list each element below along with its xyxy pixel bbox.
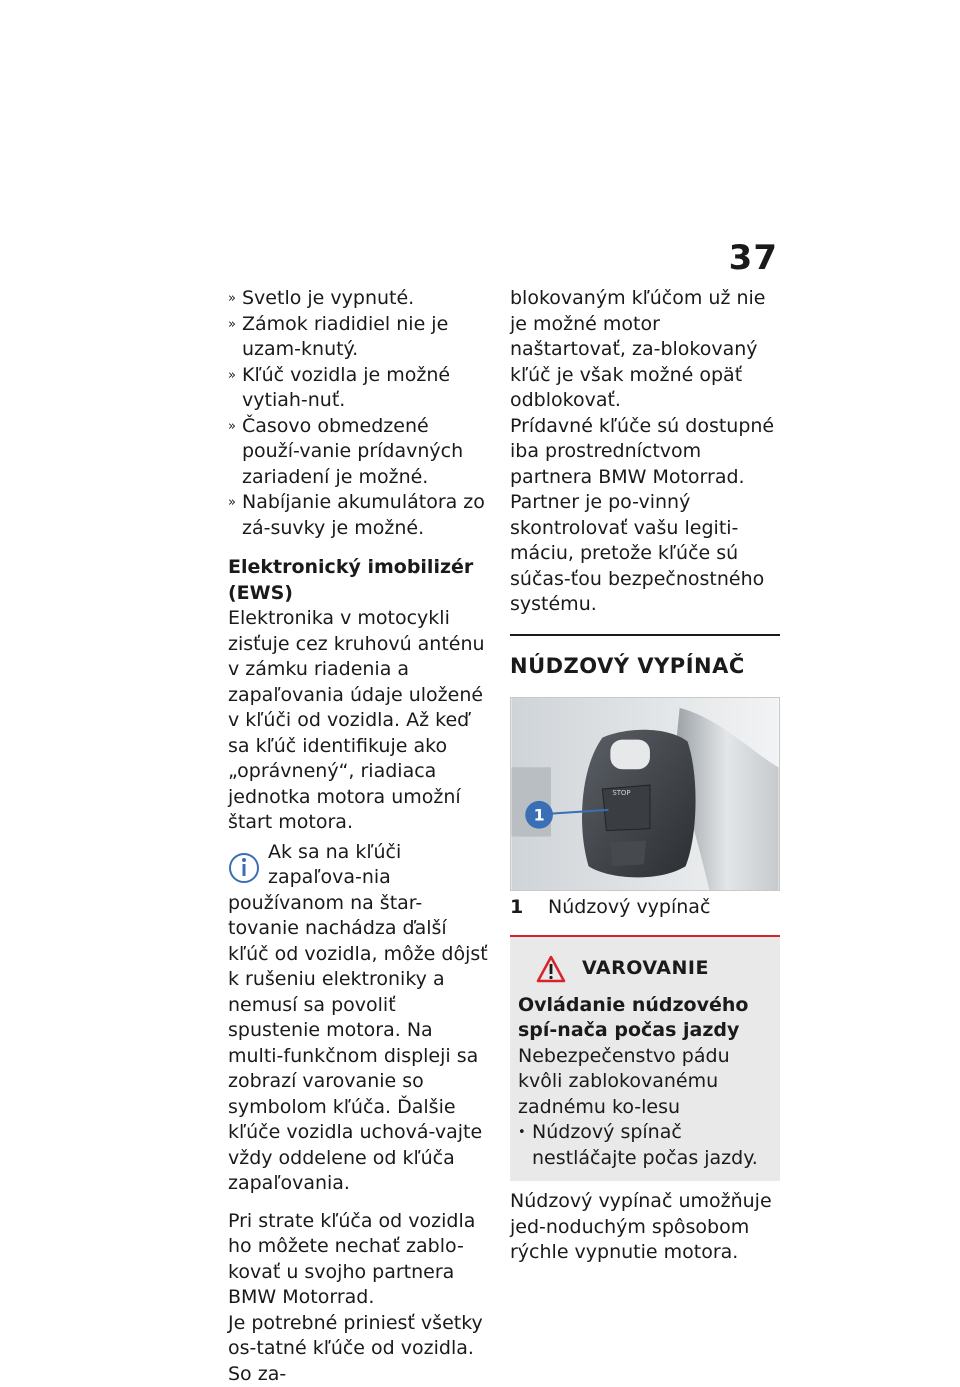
list-item: » Zámok riadidiel nie je uzam-knutý. xyxy=(228,312,490,363)
warning-triangle-icon xyxy=(536,955,566,983)
warning-title: VAROVANIE xyxy=(582,956,709,982)
right-column xyxy=(510,286,780,1266)
list-item: » Svetlo je vypnuté. xyxy=(228,286,490,312)
list-item: » Nabíjanie akumulátora zo zá-suvky je možné. xyxy=(228,490,490,541)
note-text: Ak sa na kľúči zapaľova-nia používanom na štar-tovanie nachádza ďalší kľúč od vozidla, môže dôjsť k rušeniu elektroniky a nemusí sa povoliť spustenie motora. Na multi-funkčnom displeji sa zobrazí varovanie so symbolom kľúča. Ďalšie kľúče vozidla uchová-vajte vždy oddelene od kľúča zapaľovania. xyxy=(228,841,488,1195)
figure-caption xyxy=(510,895,780,921)
page-number: 37 xyxy=(700,238,778,278)
extra-keys-paragraph: Prídavné kľúče sú dostupné iba prostredníctvom partnera BMW Motorrad. Partner je po-vinný skontrolovať vašu legiti-máciu, pretože kľúče sú súčas-ťou bezpečnostného systému. xyxy=(510,414,780,618)
ews-heading: Elektronický imobilizér (EWS) xyxy=(228,555,490,606)
list-item: • Núdzový spínač nestláčajte počas jazdy. xyxy=(518,1120,772,1171)
list-item: » Kľúč vozidla je možné vytiah-nuť. xyxy=(228,363,490,414)
key-loss-paragraph: Pri strate kľúča od vozidla ho môžete nechať zablo-kovať u svojho partnera BMW Motorrad. xyxy=(228,1209,490,1311)
info-note xyxy=(228,840,490,1197)
callout-number: 1 xyxy=(534,806,545,825)
warning-list xyxy=(518,1120,772,1171)
warning-box xyxy=(510,935,780,1182)
section-title: NÚDZOVÝ VYPÍNAČ xyxy=(510,654,780,680)
caption-text: Núdzový vypínač xyxy=(548,895,710,921)
warning-header xyxy=(536,955,772,983)
keys-paragraph: Je potrebné priniesť všetky os-tatné kľúče od vozidla. So za- xyxy=(228,1311,490,1387)
continued-paragraph: blokovaným kľúčom už nie je možné motor naštartovať, za-blokovaný kľúč je však možné opäť odblokovať. xyxy=(510,286,780,414)
caption-number: 1 xyxy=(510,895,548,921)
ews-paragraph: Elektronika v motocykli zisťuje cez kruhovú anténu v zámku riadenia a zapaľovania údaje uložené v kľúči od vozidla. Až keď sa kľúč identifikuje ako „oprávnený“, riadiaca jednotka motora umožní štart motora. xyxy=(228,606,490,836)
status-list xyxy=(228,286,490,541)
kill-switch-figure xyxy=(510,697,780,891)
info-icon xyxy=(228,846,260,890)
section-divider xyxy=(510,634,780,636)
handlebar-switch-illustration xyxy=(511,698,779,890)
kill-switch-paragraph: Núdzový vypínač umožňuje jed-noduchým spôsobom rýchle vypnutie motora. xyxy=(510,1189,780,1266)
warning-heading: Ovládanie núdzového spí-nača počas jazdy xyxy=(518,993,772,1044)
warning-text: Nebezpečenstvo pádu kvôli zablokovanému zadnému ko-lesu xyxy=(518,1044,772,1121)
switch-label: STOP xyxy=(612,789,630,797)
list-item: » Časovo obmedzené použí-vanie prídavných zariadení je možné. xyxy=(228,414,490,491)
left-column xyxy=(228,286,490,1387)
